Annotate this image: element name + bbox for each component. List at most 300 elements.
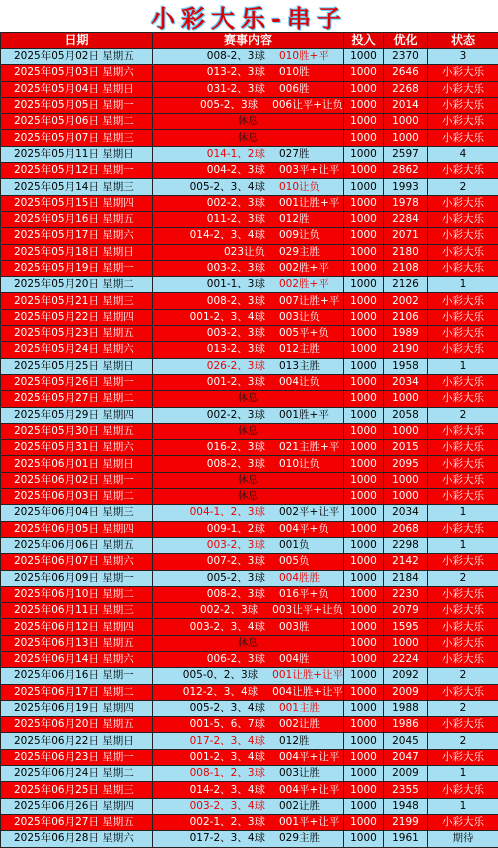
event-part-2: 002让胜: [271, 800, 320, 813]
table-row: [1, 146, 498, 162]
event-cell: [153, 407, 344, 423]
event-part-1: 014-1、2球: [153, 148, 271, 161]
stake-cell: 1000: [344, 326, 384, 342]
table-row: [1, 228, 498, 244]
date-cell: 2025年06月20日 星期五: [1, 717, 153, 733]
event-part-2: 009让负: [271, 229, 320, 242]
event-part-1: 001-2、3球: [153, 376, 271, 389]
event-part-1: 002-1、2、3球: [153, 816, 271, 829]
date-cell: 2025年05月19日 星期一: [1, 260, 153, 276]
event-cell: [153, 260, 344, 276]
date-cell: 2025年05月20日 星期二: [1, 277, 153, 293]
event-part-1: 007-2、3球: [153, 555, 271, 568]
date-cell: 2025年05月30日 星期五: [1, 423, 153, 439]
event-part-2: 003胜: [271, 621, 310, 634]
event-cell: [153, 65, 344, 81]
table-row: [1, 505, 498, 521]
header-status: 状态: [428, 33, 498, 49]
event-part-2: 003让平+让负: [264, 604, 343, 617]
date-cell: 2025年06月04日 星期三: [1, 505, 153, 521]
table-row: [1, 782, 498, 798]
stake-cell: 1000: [344, 114, 384, 130]
stake-cell: 1000: [344, 521, 384, 537]
status-cell: 小彩大乐: [428, 211, 498, 227]
date-cell: 2025年06月06日 星期五: [1, 537, 153, 553]
stake-cell: 1000: [344, 700, 384, 716]
date-cell: 2025年05月15日 星期四: [1, 195, 153, 211]
header-date: 日期: [1, 33, 153, 49]
event-cell: [153, 81, 344, 97]
event-part-2: 007让胜+平: [271, 295, 339, 308]
table-row: [1, 766, 498, 782]
page-title: 小彩大乐-串子: [151, 0, 347, 34]
rest-label: 休息: [153, 392, 343, 405]
table-row: [1, 603, 498, 619]
opt-cell: 1000: [384, 391, 428, 407]
opt-cell: 1000: [384, 472, 428, 488]
event-cell: [153, 228, 344, 244]
event-cell: [153, 440, 344, 456]
stake-cell: 1000: [344, 668, 384, 684]
title-bar: [0, 0, 498, 32]
event-cell: [153, 146, 344, 162]
rest-label: 休息: [153, 637, 343, 650]
event-cell: [153, 309, 344, 325]
stake-cell: 1000: [344, 228, 384, 244]
rest-label: 休息: [153, 490, 343, 503]
date-cell: 2025年05月16日 星期五: [1, 211, 153, 227]
status-cell: 小彩大乐: [428, 423, 498, 439]
opt-cell: 1000: [384, 423, 428, 439]
stake-cell: 1000: [344, 733, 384, 749]
stake-cell: 1000: [344, 782, 384, 798]
event-part-1: 001-1、3球: [153, 278, 271, 291]
event-part-2: 001主胜: [271, 702, 320, 715]
stake-cell: 1000: [344, 391, 384, 407]
table-body: [1, 49, 498, 848]
table-row: [1, 326, 498, 342]
results-table: [0, 32, 498, 848]
table-row: [1, 733, 498, 749]
date-cell: 2025年05月02日 星期五: [1, 49, 153, 65]
date-cell: 2025年05月11日 星期日: [1, 146, 153, 162]
table-row: [1, 554, 498, 570]
event-part-2: 001胜+平: [271, 409, 329, 422]
status-cell: 小彩大乐: [428, 374, 498, 390]
stake-cell: 1000: [344, 97, 384, 113]
event-part-1: 014-2、3、4球: [153, 229, 271, 242]
event-cell: [153, 358, 344, 374]
table-row: [1, 195, 498, 211]
event-part-1: 008-2、3球: [153, 588, 271, 601]
event-cell: [153, 814, 344, 830]
event-cell: [153, 603, 344, 619]
table-row: [1, 440, 498, 456]
opt-cell: 2862: [384, 163, 428, 179]
event-part-1: 003-2、3、4球: [153, 621, 271, 634]
event-part-2: 004胜胜: [271, 572, 320, 585]
table-row: [1, 260, 498, 276]
event-cell: [153, 244, 344, 260]
table-row: [1, 81, 498, 97]
table-row: [1, 619, 498, 635]
event-part-2: 010让负: [271, 181, 320, 194]
event-cell: [153, 114, 344, 130]
opt-cell: 2284: [384, 211, 428, 227]
opt-cell: 2108: [384, 260, 428, 276]
stake-cell: 1000: [344, 179, 384, 195]
stake-cell: 1000: [344, 586, 384, 602]
table-row: [1, 521, 498, 537]
opt-cell: 2184: [384, 570, 428, 586]
status-cell: 小彩大乐: [428, 391, 498, 407]
opt-cell: 2190: [384, 342, 428, 358]
date-cell: 2025年06月12日 星期四: [1, 619, 153, 635]
opt-cell: 1948: [384, 798, 428, 814]
status-cell: 小彩大乐: [428, 684, 498, 700]
opt-cell: 2045: [384, 733, 428, 749]
event-part-1: 009-1、2球: [153, 523, 271, 536]
event-cell: [153, 586, 344, 602]
stake-cell: 1000: [344, 293, 384, 309]
header-event: 赛事内容: [153, 33, 344, 49]
table-row: [1, 489, 498, 505]
event-part-1: 008-2、3球: [153, 458, 271, 471]
status-cell: 小彩大乐: [428, 554, 498, 570]
date-cell: 2025年06月03日 星期二: [1, 489, 153, 505]
stake-cell: 1000: [344, 554, 384, 570]
event-part-2: 004平+让平: [271, 784, 339, 797]
date-cell: 2025年06月05日 星期四: [1, 521, 153, 537]
opt-cell: 1595: [384, 619, 428, 635]
opt-cell: 2646: [384, 65, 428, 81]
date-cell: 2025年05月05日 星期一: [1, 97, 153, 113]
event-part-1: 004-1、2、3球: [153, 506, 271, 519]
opt-cell: 2002: [384, 293, 428, 309]
event-cell: [153, 619, 344, 635]
event-cell: [153, 211, 344, 227]
opt-cell: 2014: [384, 97, 428, 113]
date-cell: 2025年06月14日 星期六: [1, 651, 153, 667]
event-part-1: 006-2、3球: [153, 653, 271, 666]
event-part-2: 010胜+平: [271, 50, 329, 63]
opt-cell: 1958: [384, 358, 428, 374]
date-cell: 2025年05月04日 星期日: [1, 81, 153, 97]
status-cell: 小彩大乐: [428, 782, 498, 798]
status-cell: 4: [428, 146, 498, 162]
date-cell: 2025年05月12日 星期一: [1, 163, 153, 179]
opt-cell: 2047: [384, 749, 428, 765]
opt-cell: 1978: [384, 195, 428, 211]
table-row: [1, 668, 498, 684]
event-part-1: 008-2、3球: [153, 50, 271, 63]
event-part-2: 003平+让平: [271, 164, 339, 177]
event-part-2: 004平+让平: [271, 751, 339, 764]
status-cell: 2: [428, 733, 498, 749]
event-part-1: 011-2、3球: [153, 213, 271, 226]
opt-cell: 2034: [384, 374, 428, 390]
event-part-2: 001让胜+让平: [264, 669, 343, 682]
stake-cell: 1000: [344, 81, 384, 97]
event-cell: [153, 717, 344, 733]
opt-cell: 2142: [384, 554, 428, 570]
date-cell: 2025年06月11日 星期三: [1, 603, 153, 619]
event-cell: [153, 342, 344, 358]
event-part-2: 005负: [271, 555, 310, 568]
date-cell: 2025年05月25日 星期日: [1, 358, 153, 374]
status-cell: 1: [428, 277, 498, 293]
event-part-1: 031-2、3球: [153, 83, 271, 96]
status-cell: 小彩大乐: [428, 521, 498, 537]
event-part-2: 013主胜: [271, 360, 320, 373]
event-part-1: 001-2、3、4球: [153, 751, 271, 764]
table-row: [1, 114, 498, 130]
table-row: [1, 130, 498, 146]
status-cell: 小彩大乐: [428, 586, 498, 602]
opt-cell: 1000: [384, 635, 428, 651]
event-part-2: 027胜: [271, 148, 310, 161]
opt-cell: 2058: [384, 407, 428, 423]
event-cell: [153, 749, 344, 765]
event-part-2: 004平+负: [271, 523, 329, 536]
status-cell: 2: [428, 407, 498, 423]
event-part-2: 029主胜: [271, 246, 320, 259]
status-cell: 小彩大乐: [428, 489, 498, 505]
stake-cell: 1000: [344, 766, 384, 782]
table-row: [1, 179, 498, 195]
table-row: [1, 358, 498, 374]
event-cell: [153, 684, 344, 700]
opt-cell: 1000: [384, 114, 428, 130]
event-cell: [153, 277, 344, 293]
event-part-1: 005-2、3、4球: [153, 181, 271, 194]
stake-cell: 1000: [344, 619, 384, 635]
event-cell: [153, 635, 344, 651]
event-cell: [153, 668, 344, 684]
status-cell: 小彩大乐: [428, 114, 498, 130]
stake-cell: 1000: [344, 146, 384, 162]
status-cell: 小彩大乐: [428, 260, 498, 276]
event-part-1: 005-2、3球: [153, 572, 271, 585]
event-cell: [153, 782, 344, 798]
event-part-1: 004-2、3球: [153, 164, 271, 177]
status-cell: 小彩大乐: [428, 635, 498, 651]
date-cell: 2025年05月14日 星期三: [1, 179, 153, 195]
date-cell: 2025年05月17日 星期六: [1, 228, 153, 244]
table-row: [1, 244, 498, 260]
event-part-1: 016-2、3球: [153, 441, 271, 454]
status-cell: 小彩大乐: [428, 814, 498, 830]
event-cell: [153, 700, 344, 716]
opt-cell: 2180: [384, 244, 428, 260]
event-part-1: 017-2、3、4球: [153, 832, 271, 845]
table-row: [1, 407, 498, 423]
status-cell: 小彩大乐: [428, 619, 498, 635]
table-row: [1, 798, 498, 814]
status-cell: 小彩大乐: [428, 81, 498, 97]
event-cell: [153, 130, 344, 146]
date-cell: 2025年06月16日 星期一: [1, 668, 153, 684]
stake-cell: 1000: [344, 717, 384, 733]
event-part-1: 008-2、3球: [153, 295, 271, 308]
event-cell: [153, 423, 344, 439]
date-cell: 2025年05月06日 星期二: [1, 114, 153, 130]
stake-cell: 1000: [344, 211, 384, 227]
event-cell: [153, 521, 344, 537]
event-cell: [153, 456, 344, 472]
table-row: [1, 342, 498, 358]
event-cell: [153, 570, 344, 586]
event-part-1: 003-2、3、4球: [153, 800, 271, 813]
opt-cell: 2034: [384, 505, 428, 521]
status-cell: 小彩大乐: [428, 244, 498, 260]
opt-cell: 2092: [384, 668, 428, 684]
rest-label: 休息: [153, 115, 343, 128]
table-row: [1, 586, 498, 602]
date-cell: 2025年06月19日 星期四: [1, 700, 153, 716]
status-cell: 小彩大乐: [428, 717, 498, 733]
opt-cell: 1993: [384, 179, 428, 195]
date-cell: 2025年05月31日 星期六: [1, 440, 153, 456]
opt-cell: 2071: [384, 228, 428, 244]
date-cell: 2025年06月23日 星期一: [1, 749, 153, 765]
table-row: [1, 309, 498, 325]
event-part-2: 001平+让平: [271, 816, 339, 829]
stake-cell: 1000: [344, 342, 384, 358]
stake-cell: 1000: [344, 456, 384, 472]
status-cell: 2: [428, 700, 498, 716]
event-part-2: 012胜: [271, 213, 310, 226]
date-cell: 2025年06月02日 星期一: [1, 472, 153, 488]
stake-cell: 1000: [344, 505, 384, 521]
event-part-2: 021主胜+平: [271, 441, 339, 454]
event-part-2: 002让胜: [271, 718, 320, 731]
opt-cell: 2126: [384, 277, 428, 293]
date-cell: 2025年06月01日 星期日: [1, 456, 153, 472]
stake-cell: 1000: [344, 309, 384, 325]
status-cell: 2: [428, 570, 498, 586]
date-cell: 2025年06月24日 星期二: [1, 766, 153, 782]
table-header-row: [1, 33, 498, 49]
event-cell: [153, 651, 344, 667]
date-cell: 2025年06月17日 星期二: [1, 684, 153, 700]
stake-cell: 1000: [344, 374, 384, 390]
opt-cell: 2224: [384, 651, 428, 667]
event-cell: [153, 798, 344, 814]
event-cell: [153, 293, 344, 309]
table-row: [1, 717, 498, 733]
event-cell: [153, 472, 344, 488]
stake-cell: 1000: [344, 749, 384, 765]
status-cell: 小彩大乐: [428, 472, 498, 488]
opt-cell: 1989: [384, 326, 428, 342]
event-part-2: 012主胜: [271, 343, 320, 356]
status-cell: 1: [428, 505, 498, 521]
header-stake: 投入: [344, 33, 384, 49]
stake-cell: 1000: [344, 130, 384, 146]
date-cell: 2025年05月26日 星期一: [1, 374, 153, 390]
table-row: [1, 651, 498, 667]
event-cell: [153, 831, 344, 847]
table-row: [1, 423, 498, 439]
status-cell: 小彩大乐: [428, 228, 498, 244]
table-row: [1, 537, 498, 553]
event-part-2: 006胜: [271, 83, 310, 96]
event-cell: [153, 179, 344, 195]
stake-cell: 1000: [344, 358, 384, 374]
event-part-1: 013-2、3球: [153, 343, 271, 356]
stake-cell: 1000: [344, 277, 384, 293]
event-part-1: 003-2、3球: [153, 262, 271, 275]
stake-cell: 1000: [344, 684, 384, 700]
opt-cell: 2199: [384, 814, 428, 830]
event-part-1: 005-2、3、4球: [153, 702, 271, 715]
stake-cell: 1000: [344, 407, 384, 423]
status-cell: 1: [428, 358, 498, 374]
stake-cell: 1000: [344, 635, 384, 651]
event-cell: [153, 766, 344, 782]
date-cell: 2025年05月23日 星期五: [1, 326, 153, 342]
stake-cell: 1000: [344, 472, 384, 488]
event-part-1: 001-2、3、4球: [153, 311, 271, 324]
status-cell: 小彩大乐: [428, 97, 498, 113]
event-part-2: 002胜+平: [271, 278, 329, 291]
event-cell: [153, 49, 344, 65]
event-cell: [153, 374, 344, 390]
date-cell: 2025年05月07日 星期三: [1, 130, 153, 146]
opt-cell: 2230: [384, 586, 428, 602]
event-part-1: 012-2、3、4球: [153, 686, 264, 699]
status-cell: 1: [428, 537, 498, 553]
table-row: [1, 749, 498, 765]
opt-cell: 1000: [384, 130, 428, 146]
event-cell: [153, 97, 344, 113]
stake-cell: 1000: [344, 244, 384, 260]
opt-cell: 2009: [384, 684, 428, 700]
date-cell: 2025年06月07日 星期六: [1, 554, 153, 570]
status-cell: 小彩大乐: [428, 440, 498, 456]
stake-cell: 1000: [344, 489, 384, 505]
event-cell: [153, 326, 344, 342]
event-part-1: 023让负: [153, 246, 271, 259]
status-cell: 小彩大乐: [428, 326, 498, 342]
event-cell: [153, 391, 344, 407]
date-cell: 2025年05月22日 星期四: [1, 309, 153, 325]
date-cell: 2025年06月09日 星期一: [1, 570, 153, 586]
event-cell: [153, 537, 344, 553]
event-part-1: 005-0、2、3球: [153, 669, 264, 682]
status-cell: 小彩大乐: [428, 65, 498, 81]
event-part-2: 012胜: [271, 735, 310, 748]
event-cell: [153, 163, 344, 179]
stake-cell: 1000: [344, 440, 384, 456]
date-cell: 2025年05月21日 星期三: [1, 293, 153, 309]
table-row: [1, 277, 498, 293]
event-part-1: 002-2、3球: [153, 604, 264, 617]
table-row: [1, 211, 498, 227]
table-row: [1, 570, 498, 586]
table-row: [1, 472, 498, 488]
status-cell: 小彩大乐: [428, 293, 498, 309]
status-cell: 小彩大乐: [428, 603, 498, 619]
status-cell: 小彩大乐: [428, 342, 498, 358]
event-part-1: 003-2、3球: [153, 539, 271, 552]
event-cell: [153, 505, 344, 521]
date-cell: 2025年05月03日 星期六: [1, 65, 153, 81]
date-cell: 2025年06月22日 星期日: [1, 733, 153, 749]
table-row: [1, 700, 498, 716]
opt-cell: 1988: [384, 700, 428, 716]
